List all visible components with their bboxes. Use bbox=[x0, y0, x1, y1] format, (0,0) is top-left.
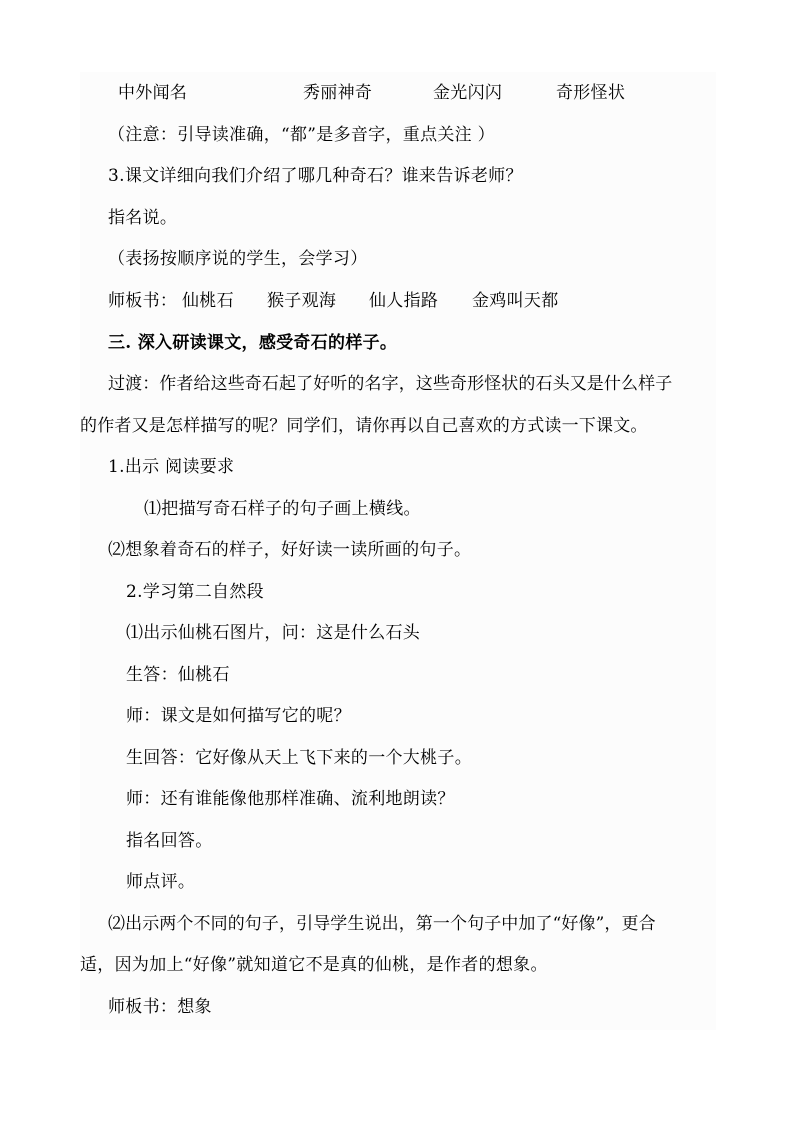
board-item-2: 猴子观海 bbox=[267, 291, 337, 311]
praise-note: （表扬按顺序说的学生，会学习） bbox=[108, 249, 368, 269]
board-item-3: 仙人指路 bbox=[369, 291, 439, 311]
section-3-heading: 三. 深入研读课文，感受奇石的样子。 bbox=[108, 333, 398, 353]
requirement-2: ⑵想象着奇石的样子，好好读一读所画的句子。 bbox=[108, 540, 472, 560]
teacher-question-2: 师：还有谁能像他那样准确、流利地朗读？ bbox=[126, 789, 455, 809]
step-2: 2.学习第二自然段 bbox=[126, 582, 264, 602]
transition-line-1: 过渡：作者给这些奇石起了好听的名字，这些奇形怪状的石头又是什么样子 bbox=[108, 374, 673, 394]
teacher-question: 师：课文是如何描写它的呢？ bbox=[126, 706, 351, 726]
sub-step-2-line-2: 适，因为加上“好像”就知道它不是真的仙桃，是作者的想象。 bbox=[80, 955, 548, 975]
board-writing-2: 师板书：想象 bbox=[108, 997, 212, 1017]
student-answer: 生答：仙桃石 bbox=[126, 665, 230, 685]
note-polyphone: （注意：引导读准确，“都”是多音字，重点关注 ） bbox=[108, 125, 495, 145]
term-2: 秀丽神奇 bbox=[303, 83, 373, 103]
board-label: 师板书： bbox=[108, 291, 178, 311]
board-item-4: 金鸡叫天都 bbox=[472, 291, 559, 311]
student-reply: 生回答：它好像从天上飞下来的一个大桃子。 bbox=[126, 748, 472, 768]
question-3: 3.课文详细向我们介绍了哪几种奇石？谁来告诉老师？ bbox=[108, 166, 523, 186]
term-3: 金光闪闪 bbox=[433, 83, 503, 103]
transition-line-2: 的作者又是怎样描写的呢？同学们，请你再以自己喜欢的方式读一下课文。 bbox=[80, 416, 648, 436]
term-4: 奇形怪状 bbox=[556, 83, 626, 103]
sub-step-2-line-1: ⑵出示两个不同的句子，引导学生说出，第一个句子中加了“好像”，更合 bbox=[108, 914, 656, 934]
teacher-comment: 师点评。 bbox=[126, 872, 196, 892]
call-answer: 指名回答。 bbox=[126, 831, 213, 851]
term-1: 中外闻名 bbox=[118, 83, 188, 103]
board-item-1: 仙桃石 bbox=[182, 291, 234, 311]
sub-step-1: ⑴出示仙桃石图片，问：这是什么石头 bbox=[126, 623, 421, 643]
requirement-1: ⑴把描写奇石样子的句子画上横线。 bbox=[144, 499, 421, 519]
call-on-student: 指名说。 bbox=[108, 208, 178, 228]
step-1: 1.出示 阅读要求 bbox=[108, 457, 235, 477]
